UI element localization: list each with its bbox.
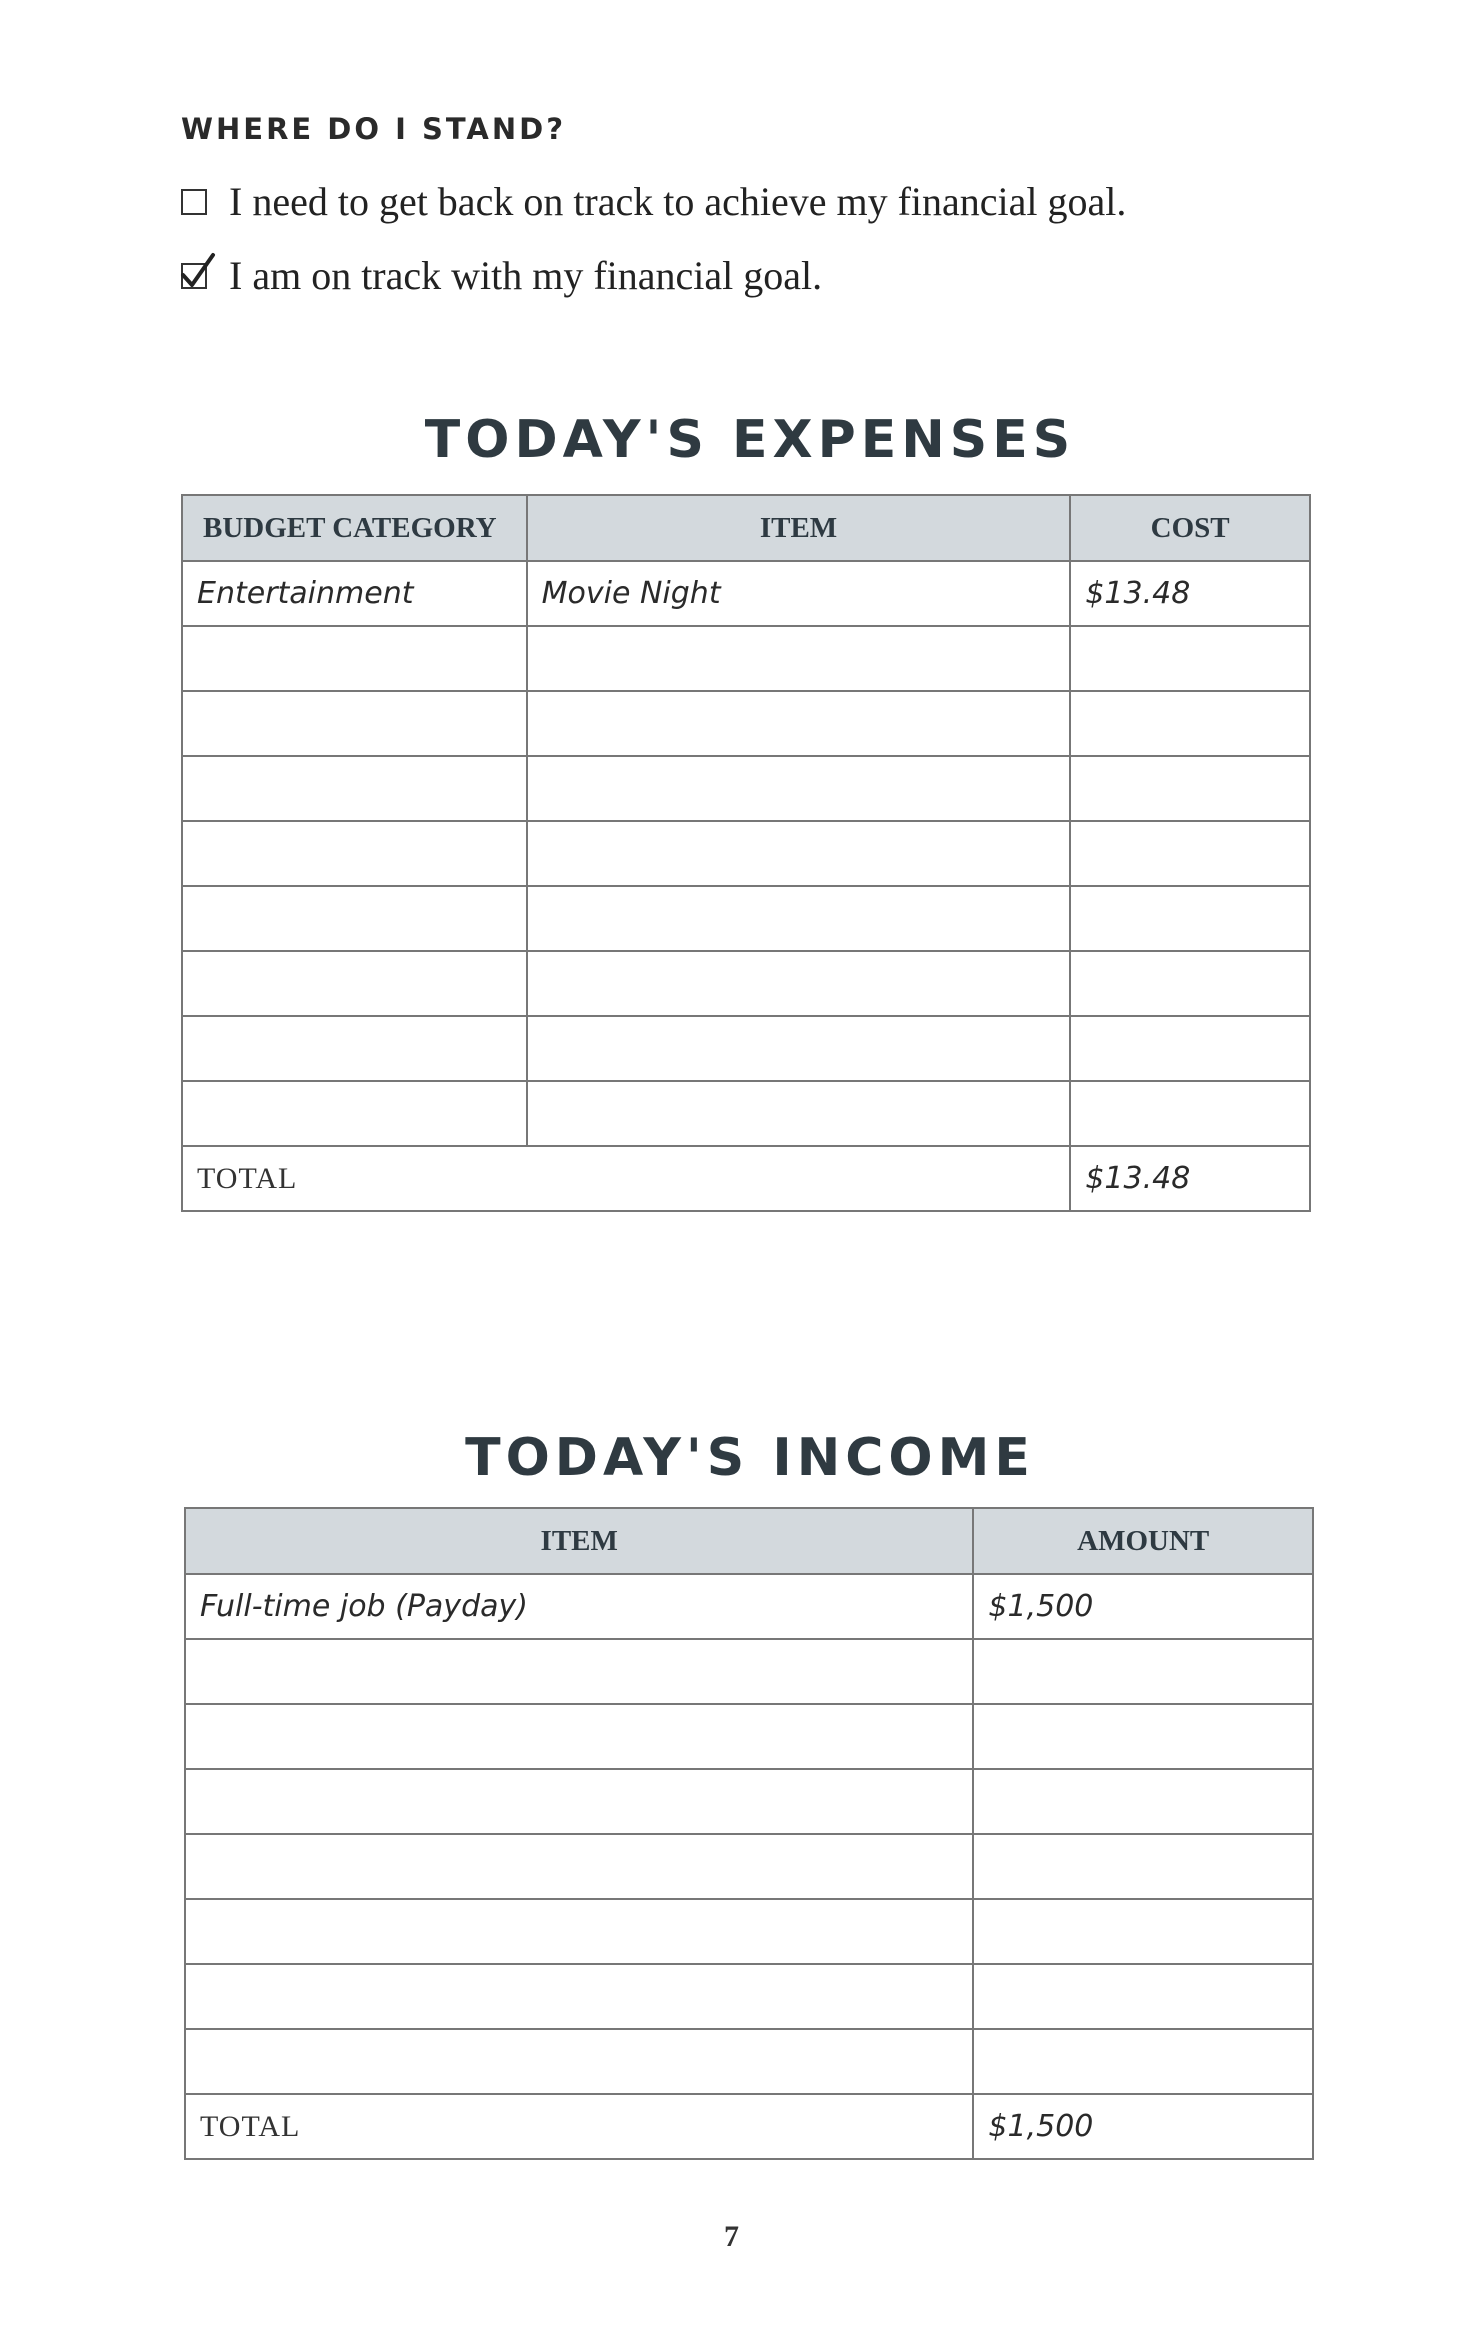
header-budget-category: BUDGET CATEGORY <box>182 495 527 561</box>
cost-cell[interactable] <box>1070 951 1310 1016</box>
cost-cell[interactable] <box>1070 756 1310 821</box>
total-label: TOTAL <box>185 2094 973 2159</box>
total-amount[interactable]: $1,500 <box>973 2094 1313 2159</box>
table-row[interactable] <box>185 1704 1313 1769</box>
item-cell[interactable] <box>527 1081 1071 1146</box>
item-cell[interactable] <box>185 1769 973 1834</box>
table-row[interactable] <box>182 561 1310 626</box>
header-amount: AMOUNT <box>973 1508 1313 1574</box>
amount-cell[interactable]: $1,500 <box>973 1574 1313 1639</box>
option-get-back-on-track[interactable] <box>181 178 1126 225</box>
total-row <box>182 1146 1310 1211</box>
item-cell[interactable] <box>185 1834 973 1899</box>
table-row[interactable] <box>185 1964 1313 2029</box>
table-row[interactable] <box>182 756 1310 821</box>
item-cell[interactable] <box>527 951 1071 1016</box>
option-label: I need to get back on track to achieve my financial goal. <box>229 179 1127 224</box>
expenses-table <box>181 494 1311 1212</box>
cost-cell[interactable] <box>1070 1016 1310 1081</box>
table-row[interactable] <box>185 1769 1313 1834</box>
where-do-i-stand-heading: WHERE DO I STAND? <box>181 112 567 146</box>
amount-cell[interactable] <box>973 2029 1313 2094</box>
category-cell[interactable] <box>182 756 527 821</box>
check-mark-icon <box>179 251 219 291</box>
item-cell[interactable]: Full-time job (Payday) <box>185 1574 973 1639</box>
page-number: 7 <box>724 2220 739 2253</box>
category-cell[interactable] <box>182 1016 527 1081</box>
table-row[interactable] <box>185 1574 1313 1639</box>
expenses-title: TODAY'S EXPENSES <box>424 410 1076 470</box>
total-row <box>185 2094 1313 2159</box>
amount-cell[interactable] <box>973 1834 1313 1899</box>
checked-checkbox[interactable] <box>181 263 207 289</box>
table-row[interactable] <box>182 1081 1310 1146</box>
item-cell[interactable] <box>185 1704 973 1769</box>
item-cell[interactable] <box>527 886 1071 951</box>
item-cell[interactable] <box>527 1016 1071 1081</box>
header-item: ITEM <box>185 1508 973 1574</box>
income-title: TODAY'S INCOME <box>465 1428 1035 1488</box>
table-row[interactable] <box>182 626 1310 691</box>
header-cost: COST <box>1070 495 1310 561</box>
item-cell[interactable] <box>185 1964 973 2029</box>
category-cell[interactable]: Entertainment <box>182 561 527 626</box>
total-label: TOTAL <box>182 1146 1070 1211</box>
table-row[interactable] <box>185 1899 1313 1964</box>
table-row[interactable] <box>182 691 1310 756</box>
unchecked-checkbox[interactable] <box>181 189 207 215</box>
category-cell[interactable] <box>182 886 527 951</box>
item-cell[interactable] <box>185 2029 973 2094</box>
income-header-row <box>185 1508 1313 1574</box>
item-cell[interactable] <box>527 821 1071 886</box>
table-row[interactable] <box>185 1834 1313 1899</box>
item-cell[interactable]: Movie Night <box>527 561 1071 626</box>
table-row[interactable] <box>182 951 1310 1016</box>
item-cell[interactable] <box>185 1639 973 1704</box>
item-cell[interactable] <box>527 626 1071 691</box>
amount-cell[interactable] <box>973 1769 1313 1834</box>
option-label: I am on track with my financial goal. <box>229 253 823 298</box>
income-table <box>184 1507 1314 2160</box>
category-cell[interactable] <box>182 821 527 886</box>
amount-cell[interactable] <box>973 1639 1313 1704</box>
cost-cell[interactable] <box>1070 886 1310 951</box>
category-cell[interactable] <box>182 626 527 691</box>
item-cell[interactable] <box>527 691 1071 756</box>
cost-cell[interactable] <box>1070 821 1310 886</box>
table-row[interactable] <box>182 886 1310 951</box>
cost-cell[interactable] <box>1070 691 1310 756</box>
cost-cell[interactable]: $13.48 <box>1070 561 1310 626</box>
option-on-track[interactable] <box>181 252 822 299</box>
category-cell[interactable] <box>182 691 527 756</box>
expenses-header-row <box>182 495 1310 561</box>
table-row[interactable] <box>185 2029 1313 2094</box>
amount-cell[interactable] <box>973 1964 1313 2029</box>
item-cell[interactable] <box>527 756 1071 821</box>
category-cell[interactable] <box>182 1081 527 1146</box>
table-row[interactable] <box>185 1639 1313 1704</box>
table-row[interactable] <box>182 1016 1310 1081</box>
category-cell[interactable] <box>182 951 527 1016</box>
table-row[interactable] <box>182 821 1310 886</box>
cost-cell[interactable] <box>1070 1081 1310 1146</box>
item-cell[interactable] <box>185 1899 973 1964</box>
amount-cell[interactable] <box>973 1704 1313 1769</box>
header-item: ITEM <box>527 495 1071 561</box>
amount-cell[interactable] <box>973 1899 1313 1964</box>
total-cost[interactable]: $13.48 <box>1070 1146 1310 1211</box>
cost-cell[interactable] <box>1070 626 1310 691</box>
